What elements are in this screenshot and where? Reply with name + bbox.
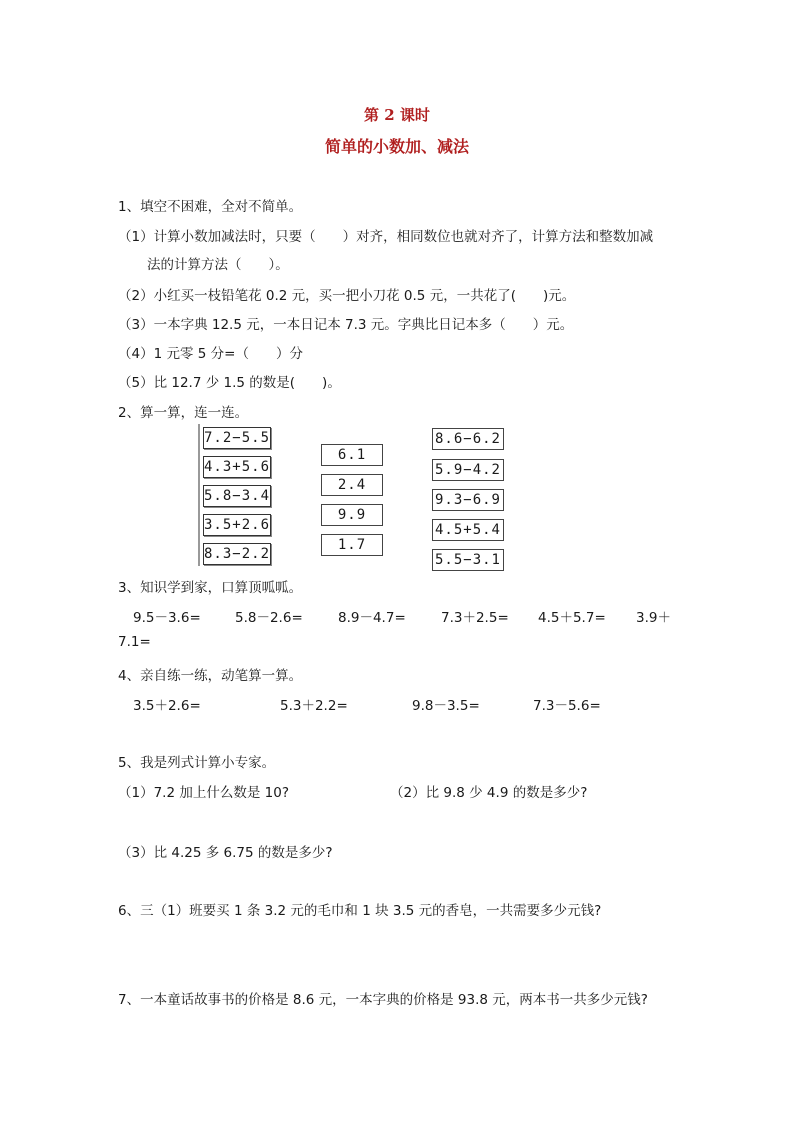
right-expression: 9.3−6.9 [432, 489, 504, 511]
q1-part1-line2: 法的计算方法（ ）。 [147, 257, 289, 273]
q1-part2: （2）小红买一枝铅笔花 0.2 元，买一把小刀花 0.5 元，一共花了( )元。 [118, 288, 576, 304]
q4-item: 9.8－3.5= [412, 698, 480, 714]
lesson-title: 简单的小数加、减法 [324, 137, 469, 156]
right-expression: 5.9−4.2 [432, 459, 504, 481]
q2-title: 2、算一算，连一连。 [118, 405, 249, 421]
q3-item: 5.8－2.6= [235, 610, 303, 626]
q5-title: 5、我是列式计算小专家。 [118, 755, 276, 771]
q4-title: 4、亲自练一练，动笔算一算。 [118, 668, 303, 684]
left-expression: 5.8−3.4 [203, 485, 271, 507]
q3-item-wrap: 7.1= [118, 634, 151, 650]
lesson-number: 第 2 课时 [364, 106, 430, 124]
result-box: 1.7 [321, 534, 383, 556]
q4-item: 5.3＋2.2= [280, 698, 348, 714]
q1-title: 1、填空不困难，全对不简单。 [118, 199, 303, 215]
q5-part1: （1）7.2 加上什么数是 10? [118, 785, 289, 801]
q3-title: 3、知识学到家，口算顶呱呱。 [118, 580, 303, 596]
q3-item: 9.5－3.6= [133, 610, 201, 626]
q5-part2: （2）比 9.8 少 4.9 的数是多少? [390, 785, 588, 801]
q3-item: 4.5＋5.7= [538, 610, 606, 626]
right-expression: 4.5+5.4 [432, 519, 504, 541]
q3-item: 7.3＋2.5= [441, 610, 509, 626]
q1-part3: （3）一本字典 12.5 元，一本日记本 7.3 元。字典比日记本多（ ）元。 [118, 317, 574, 333]
q3-item: 8.9－4.7= [338, 610, 406, 626]
q5-part3: （3）比 4.25 多 6.75 的数是多少? [118, 845, 333, 861]
q4-item: 3.5＋2.6= [133, 698, 201, 714]
left-expression: 3.5+2.6 [203, 514, 271, 536]
right-expression: 5.5−3.1 [432, 549, 504, 571]
q1-part1-line1: （1）计算小数加减法时，只要（ ）对齐，相同数位也就对齐了，计算方法和整数加减 [118, 229, 654, 245]
left-expression: 8.3−2.2 [203, 543, 271, 565]
scan-edge [198, 424, 200, 566]
q1-part5: （5）比 12.7 少 1.5 的数是( )。 [118, 375, 341, 391]
q4-item: 7.3－5.6= [533, 698, 601, 714]
left-expression: 7.2−5.5 [203, 427, 271, 449]
result-box: 6.1 [321, 444, 383, 466]
q1-part4: （4）1 元零 5 分=（ ）分 [118, 346, 303, 362]
q7-text: 7、一本童话故事书的价格是 8.6 元，一本字典的价格是 93.8 元，两本书一共多少元钱? [118, 992, 648, 1008]
left-expression: 4.3+5.6 [203, 456, 271, 478]
right-expression: 8.6−6.2 [432, 428, 504, 450]
q3-item: 3.9＋ [636, 610, 671, 626]
result-box: 9.9 [321, 504, 383, 526]
q6-text: 6、三（1）班要买 1 条 3.2 元的毛巾和 1 块 3.5 元的香皂，一共需要多少元钱? [118, 903, 602, 919]
result-box: 2.4 [321, 474, 383, 496]
